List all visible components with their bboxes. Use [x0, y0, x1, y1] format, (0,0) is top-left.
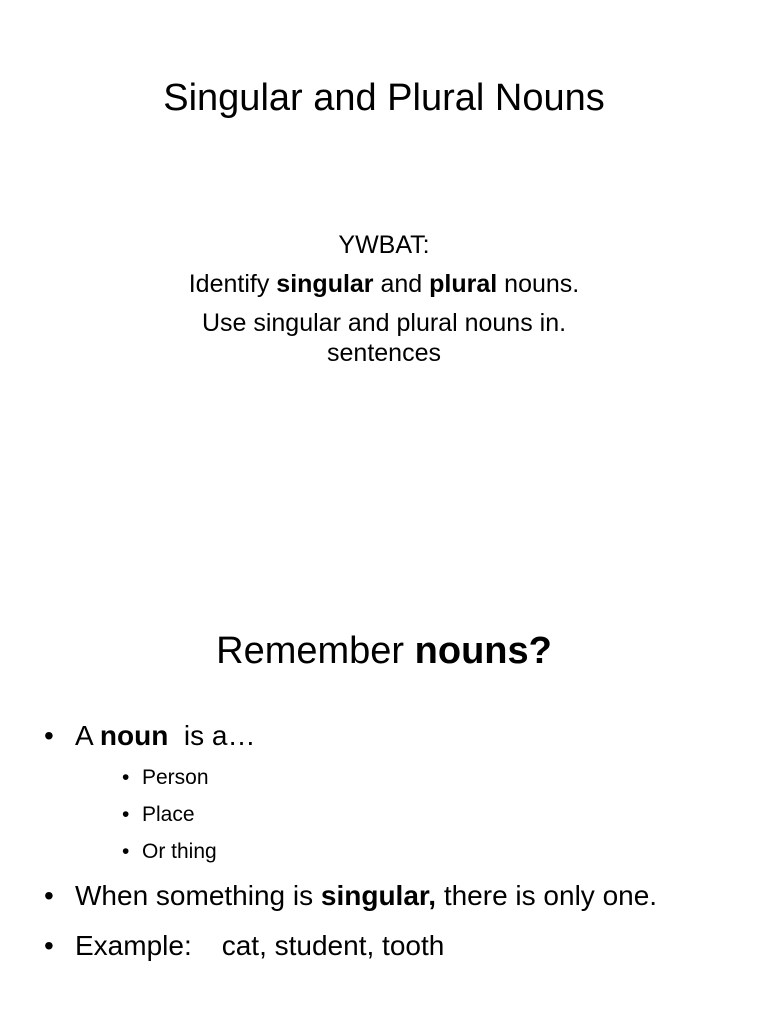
slide-title: Singular and Plural Nouns — [163, 77, 605, 119]
objective-identify — [130, 270, 638, 298]
bullet-text — [75, 929, 444, 963]
sub-bullet-text: Person — [142, 766, 209, 789]
bullet-dot: • — [122, 766, 130, 789]
bullet-dot: • — [44, 880, 54, 911]
objective-identify-and: and — [373, 270, 430, 298]
bullet-list — [0, 512, 768, 1024]
objective-use-line-2: sentences — [327, 339, 441, 367]
sub-bullet-text: Or thing — [142, 840, 217, 863]
objectives-heading: YWBAT: — [338, 231, 430, 259]
sub-bullet-text: Place — [142, 803, 195, 826]
slide-2 — [0, 512, 768, 1024]
bullet-text — [75, 879, 657, 913]
term-singular: singular, — [320, 880, 437, 911]
bullet-dot: • — [44, 720, 54, 751]
bullet-text-post: is a… — [168, 720, 256, 751]
slide-title-bold: nouns? — [414, 630, 552, 672]
example-words: cat, student, tooth — [221, 930, 445, 961]
objective-identify-end: nouns. — [497, 270, 580, 298]
bullet-dot: • — [122, 840, 130, 863]
bullet-dot: • — [44, 930, 54, 961]
objective-identify-text: Identify — [188, 270, 277, 298]
objectives-box — [130, 231, 638, 367]
bullet-text — [75, 719, 255, 753]
objective-use-line-1: Use singular and plural nouns in. — [201, 309, 567, 337]
bullet-text-post: there is only one. — [436, 880, 658, 911]
term-plural: plural — [429, 270, 498, 298]
term-singular: singular — [276, 270, 374, 298]
bullet-text-pre: A — [75, 720, 100, 751]
bullet-text-pre: When something is — [75, 880, 321, 911]
bullet-dot: • — [122, 803, 130, 826]
term-noun: noun — [99, 720, 169, 751]
example-label: Example: — [75, 930, 192, 961]
slide-title-text: Remember — [216, 630, 415, 672]
objective-use — [130, 309, 638, 367]
